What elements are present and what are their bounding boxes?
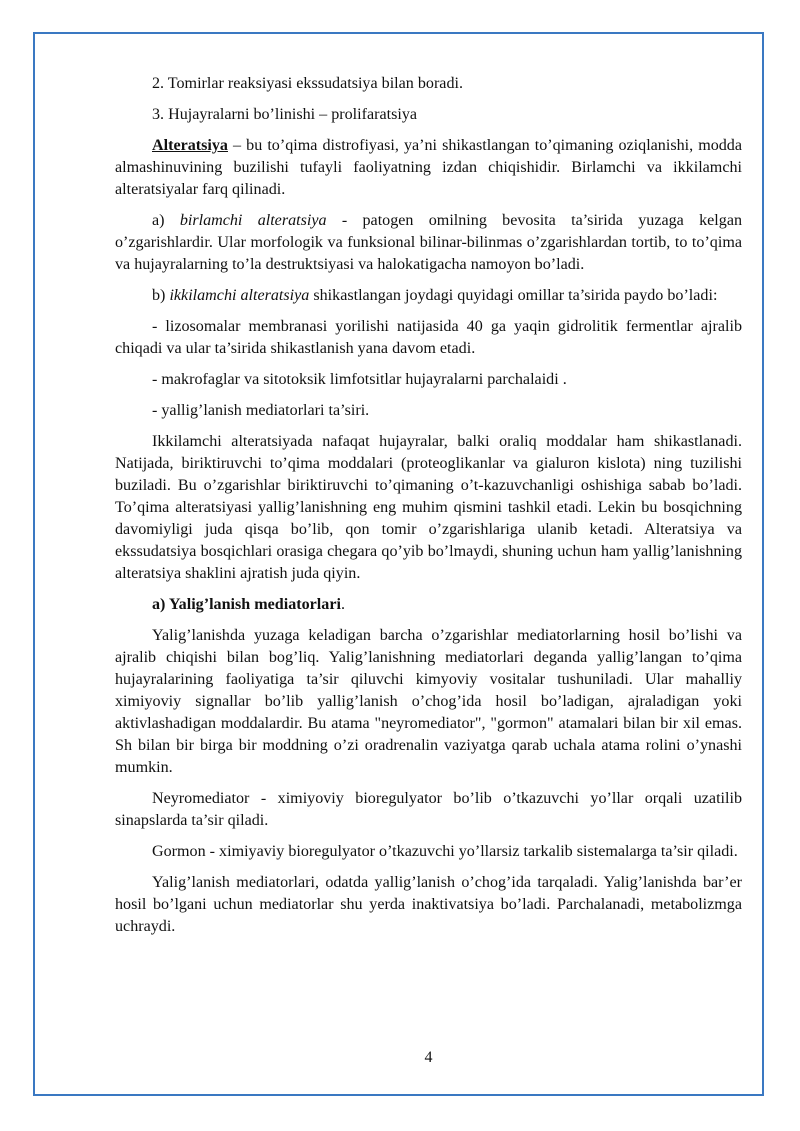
document-body	[115, 73, 742, 947]
paragraph-1: 2. Tomirlar reaksiyasi ekssudatsiya bilan boradi.	[152, 75, 463, 92]
section-heading-text: a) Yalig’lanish mediatorlari	[152, 596, 341, 613]
term-ikkilamchi: ikkilamchi alteratsiya	[169, 287, 310, 304]
section-heading-suffix: .	[340, 596, 345, 613]
term-birlamchi: birlamchi alteratsiya	[179, 212, 327, 229]
birlamchi-text: - patogen omilning bevosita ta’sirida yuzaga kelgan o’zgarishlardir. Ular morfologik va funksional bilinar-bilinmas o’zgarishlardan tortib, to to’qima va hujayralarning to’la destruktsiyasi va halokatigacha namoyon bo’ladi.	[115, 212, 743, 273]
section-heading-mediatorlar	[115, 594, 742, 616]
paragraph-neyromediator: Neyromediator - ximiyoviy bioregulyator bo’lib o’tkazuvchi yo’llar orqali uzatilib sinapslarda ta’sir qiladi.	[115, 790, 742, 829]
item-prefix-b: b)	[152, 287, 170, 304]
paragraph-ikkilamchi-detail: Ikkilamchi alteratsiyada nafaqat hujayralar, balki oraliq moddalar ham shikastlanadi. Natijada, biriktiruvchi to’qima moddalari (proteoglikanlar va gialuron kislota) ning tuzilishi buziladi. Bu o’zgarishlar biriktiruvchi to’qimaning o’t-kazuvchanligi oshishiga sabab bo’ladi. To’qima alteratsiyasi yallig’lanishning eng muhim qismini tashkil etadi. Lekin bu bosqichning davomiyligi juda qisqa bo’lib, qon tomir o’zgarishlariga ulanib ketadi. Alteratsiya va ekssudatsiya bosqichlari orasiga chegara qo’yib bo’lmaydi, shuning uchun ham yallig’lanishning alteratsiya shaklini ajratish juda qiyin.	[115, 433, 742, 582]
list-item-lizosomalar: - lizosomalar membranasi yorilishi natijasida 40 ga yaqin gidrolitik fermentlar ajralib chiqadi va ular ta’sirida shikastlanish yana davom etadi.	[115, 318, 742, 357]
ikkilamchi-text: shikastlangan joydagi quyidagi omillar ta’sirida paydo bo’ladi:	[309, 287, 718, 304]
item-prefix-a: a)	[152, 212, 180, 229]
alteratsiya-definition: – bu to’qima distrofiyasi, ya’ni shikastlangan to’qimaning oziqlanishi, modda almashinuvining buzilishi tufayli faoliyatning izdan chiqishidir. Birlamchi va ikkilamchi alteratsiyalar farq qilinadi.	[115, 137, 742, 198]
paragraph-birlamchi	[115, 210, 742, 276]
paragraph-2: 3. Hujayralarni bo’linishi – prolifaratsiya	[152, 106, 418, 123]
paragraph-mediatorlar: Yalig’lanishda yuzaga keladigan barcha o’zgarishlar mediatorlarning hosil bo’lishi va ajralib chiqishi bilan bog’liq. Yalig’lanishning mediatorlari deganda yallig’langan to’qima hujayralarining faoliyatiga ta’sir qiluvchi kimyoviy vositalar tushuniladi. Ular mahalliy ximiyoviy signallar bo’lib yallig’lanish o’chog’ida hosil bo’ladigan, ajraladigan yoki aktivlashadigan moddalardir. Bu atama "neyromediator", "gormon" atamalari bilan bir xil emas. Sh bilan bir birga bir moddning o’zi oradrenalin vaziyatga qarab uchala atama rolini o’ynashi mumkin.	[115, 627, 742, 776]
paragraph-ikkilamchi	[115, 285, 742, 307]
paragraph-tarqalish: Yalig’lanish mediatorlari, odatda yallig’lanish o’chog’ida tarqaladi. Yalig’lanishda bar’er hosil bo’lgani uchun mediatorlar shu yerda inaktivatsiya bo’ladi. Parchalanadi, metabolizmga uchraydi.	[115, 874, 742, 935]
paragraph-gormon: Gormon - ximiyaviy bioregulyator o’tkazuvchi yo’llarsiz tarkalib sistemalarga ta’sir qiladi.	[152, 843, 738, 860]
list-item-mediatorlar: - yallig’lanish mediatorlari ta’siri.	[152, 402, 370, 419]
term-alteratsiya: Alteratsiya	[152, 137, 228, 154]
paragraph-alteratsiya	[115, 135, 742, 201]
page-number: 4	[424, 1049, 433, 1066]
list-item-makrofaglar: - makrofaglar va sitotoksik limfotsitlar hujayralarni parchalaidi .	[152, 371, 567, 388]
